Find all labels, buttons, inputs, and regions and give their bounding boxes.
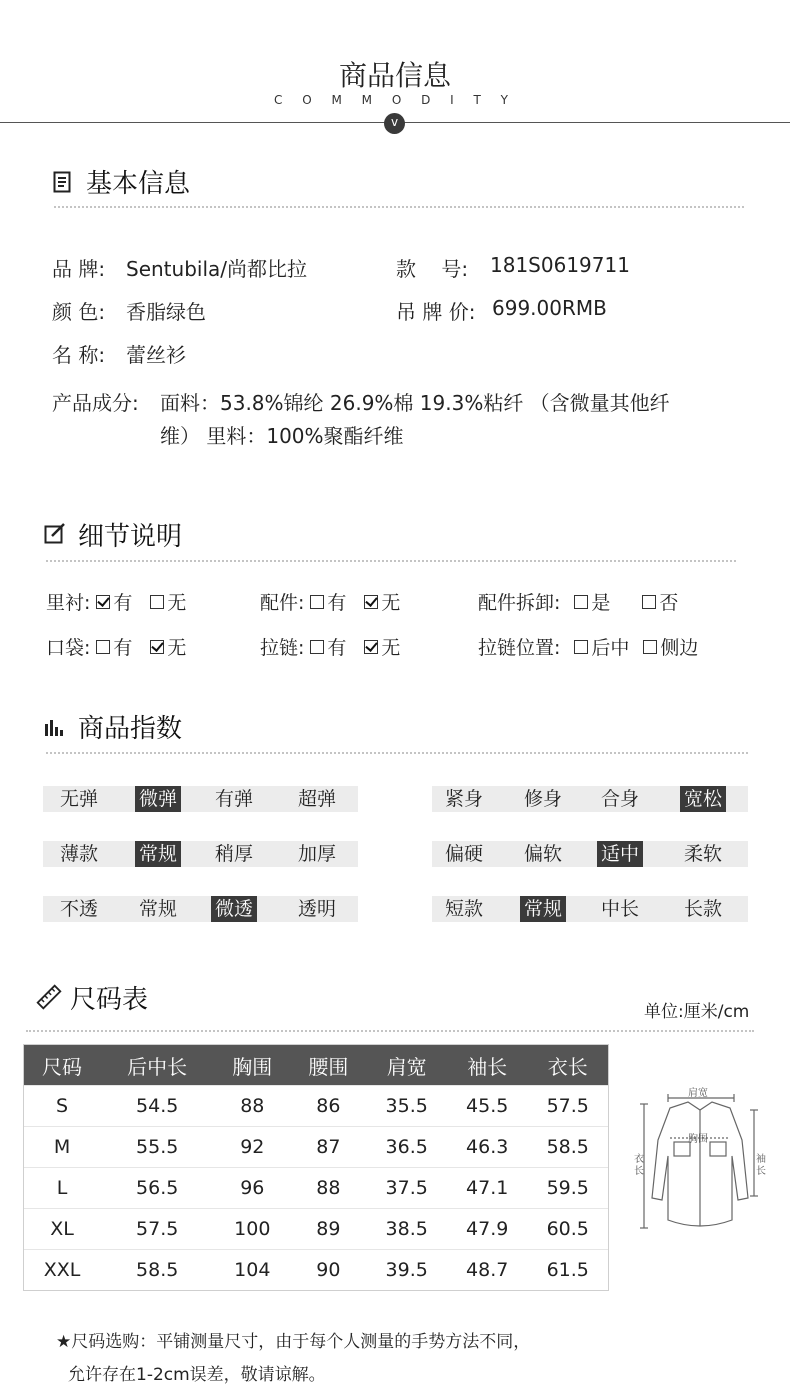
accessory-yes-option[interactable]: 有 [310,588,346,615]
size-note-line-2: 允许存在1-2cm误差，敬请谅解。 [68,1365,326,1385]
pocket-no-option[interactable]: 无 [150,633,186,660]
size-table-header-cell: 肩宽 [366,1045,447,1086]
table-cell: 54.5 [100,1086,214,1127]
index-bar [432,786,748,812]
pocket-field [46,633,186,660]
detach-no-option[interactable]: 否 [642,588,678,615]
detach-yes-option[interactable]: 是 [574,588,610,615]
bar-chart-icon [44,717,66,741]
lining-no-option[interactable]: 无 [150,588,186,615]
table-cell: 61.5 [527,1250,608,1291]
index-option: 中长 [600,898,639,920]
table-cell: 96 [214,1168,290,1209]
table-cell: M [24,1127,100,1168]
composition-line-1: 面料：53.8%锦纶 26.9%棉 19.3%粘纤 （含微量其他纤 [160,391,670,415]
color-label: 颜 色: [52,300,106,324]
checkbox-icon[interactable] [574,640,588,654]
index-option: 适中 [597,841,643,867]
table-row [24,1127,608,1168]
table-cell: 92 [214,1127,290,1168]
details-divider [46,560,736,562]
brand-value: Sentubila/尚都比拉 [126,257,307,281]
checkbox-checked-icon[interactable] [364,640,378,654]
index-option: 柔软 [683,843,722,865]
table-cell: 87 [290,1127,366,1168]
index-bar [432,841,748,867]
table-cell: 57.5 [100,1209,214,1250]
checkbox-icon[interactable] [150,595,164,609]
index-option: 有弹 [214,788,253,810]
index-option: 偏软 [523,843,562,865]
size-table-header-cell: 后中长 [100,1045,214,1086]
style-number-label: 款 号: [396,257,469,281]
diagram-shoulder-label: 肩宽 [688,1088,708,1099]
diagram-length-label: 衣长 [634,1154,644,1177]
table-cell: 46.3 [447,1127,528,1168]
table-cell: 104 [214,1250,290,1291]
accessory-detach-field [478,588,678,615]
index-bar [43,896,358,922]
index-option: 常规 [138,898,177,920]
index-option: 不透 [59,898,98,920]
chevron-down-icon: v [384,113,405,134]
lining-label: 里衬: [46,592,91,614]
index-option: 修身 [523,788,562,810]
index-option: 无弹 [59,788,98,810]
table-cell: L [24,1168,100,1209]
zipper-label: 拉链: [260,637,305,659]
table-cell: 47.1 [447,1168,528,1209]
checkbox-icon[interactable] [574,595,588,609]
size-unit: 单位:厘米/cm [644,1002,750,1022]
table-cell: 56.5 [100,1168,214,1209]
pocket-yes-option[interactable]: 有 [96,633,132,660]
basic-info-divider [54,206,744,208]
table-row [24,1168,608,1209]
size-table [24,1045,608,1290]
accessory-detach-label: 配件拆卸: [478,592,561,614]
table-cell: 89 [290,1209,366,1250]
table-cell: 38.5 [366,1209,447,1250]
index-bar [43,786,358,812]
index-option: 微弹 [135,786,181,812]
zipper-field [260,633,400,660]
composition-label: 产品成分: [52,391,139,415]
table-cell: 60.5 [527,1209,608,1250]
size-table-header-cell: 衣长 [527,1045,608,1086]
zipper-back-center-option[interactable]: 后中 [574,633,629,660]
checkbox-icon[interactable] [310,640,324,654]
page-subtitle: C O M M O D I T Y [274,93,516,107]
shirt-outline-icon [630,1080,770,1240]
index-option: 加厚 [297,843,336,865]
lining-yes-option[interactable]: 有 [96,588,132,615]
table-cell: 36.5 [366,1127,447,1168]
table-row [24,1209,608,1250]
zipper-yes-option[interactable]: 有 [310,633,346,660]
index-option: 常规 [520,896,566,922]
table-cell: 58.5 [100,1250,214,1291]
table-cell: 88 [290,1168,366,1209]
checkbox-checked-icon[interactable] [364,595,378,609]
details-title: 细节说明 [78,522,183,552]
basic-info-title: 基本信息 [86,169,191,199]
table-cell: 37.5 [366,1168,447,1209]
index-title: 商品指数 [78,714,183,744]
page-title: 商品信息 [338,59,451,92]
checkbox-icon[interactable] [642,595,656,609]
table-cell: 100 [214,1209,290,1250]
brand-label: 品 牌: [52,257,106,281]
index-option: 合身 [600,788,639,810]
index-divider [46,752,748,754]
composition-line-2: 维） 里料：100%聚酯纤维 [160,424,404,448]
ruler-icon [36,984,62,1014]
table-cell: 90 [290,1250,366,1291]
index-option: 短款 [444,898,483,920]
price-label: 吊 牌 价: [396,300,476,324]
index-bar [432,896,748,922]
checkbox-checked-icon[interactable] [150,640,164,654]
checkbox-icon[interactable] [643,640,657,654]
zipper-position-field [478,633,698,660]
table-cell: 35.5 [366,1086,447,1127]
checkbox-checked-icon[interactable] [96,595,110,609]
garment-diagram [630,1080,770,1240]
index-option: 超弹 [297,788,336,810]
index-option: 稍厚 [214,843,253,865]
index-option: 长款 [683,898,722,920]
size-table-header-cell: 腰围 [290,1045,366,1086]
table-cell: XL [24,1209,100,1250]
index-option: 偏硬 [444,843,483,865]
table-cell: S [24,1086,100,1127]
size-table-header-cell: 胸围 [214,1045,290,1086]
index-option: 透明 [297,898,336,920]
table-cell: 55.5 [100,1127,214,1168]
diagram-sleeve-label: 袖长 [756,1154,766,1177]
zipper-side-option[interactable]: 侧边 [643,633,698,660]
size-table-header [24,1045,608,1086]
index-option: 微透 [211,896,257,922]
table-cell: 86 [290,1086,366,1127]
index-option: 紧身 [444,788,483,810]
accessory-no-option[interactable]: 无 [364,588,400,615]
table-row [24,1250,608,1291]
price-value: 699.00RMB [492,296,607,320]
size-note-line-1: ★尺码选购：平铺测量尺寸，由于每个人测量的手势方法不同， [56,1332,531,1352]
size-divider [26,1030,754,1032]
checkbox-icon[interactable] [96,640,110,654]
index-bar [43,841,358,867]
size-chart-title: 尺码表 [70,985,149,1015]
zipper-position-label: 拉链位置: [478,637,561,659]
checkbox-icon[interactable] [310,595,324,609]
table-cell: 48.7 [447,1250,528,1291]
index-option: 宽松 [680,786,726,812]
accessory-label: 配件: [260,592,305,614]
size-table-header-cell: 袖长 [447,1045,528,1086]
index-option: 常规 [135,841,181,867]
zipper-no-option[interactable]: 无 [364,633,400,660]
product-name-value: 蕾丝衫 [126,343,186,367]
lining-field [46,588,186,615]
edit-icon [44,522,66,548]
table-cell: XXL [24,1250,100,1291]
document-icon [53,171,71,197]
table-cell: 39.5 [366,1250,447,1291]
table-row [24,1086,608,1127]
table-cell: 59.5 [527,1168,608,1209]
accessory-field [260,588,400,615]
color-value: 香脂绿色 [126,300,206,324]
product-name-label: 名 称: [52,343,106,367]
table-cell: 88 [214,1086,290,1127]
table-cell: 57.5 [527,1086,608,1127]
style-number-value: 181S0619711 [490,253,630,277]
pocket-label: 口袋: [46,637,91,659]
table-cell: 47.9 [447,1209,528,1250]
size-table-header-cell: 尺码 [24,1045,100,1086]
diagram-chest-label: 胸围 [688,1134,708,1145]
table-cell: 45.5 [447,1086,528,1127]
index-option: 薄款 [59,843,98,865]
table-cell: 58.5 [527,1127,608,1168]
